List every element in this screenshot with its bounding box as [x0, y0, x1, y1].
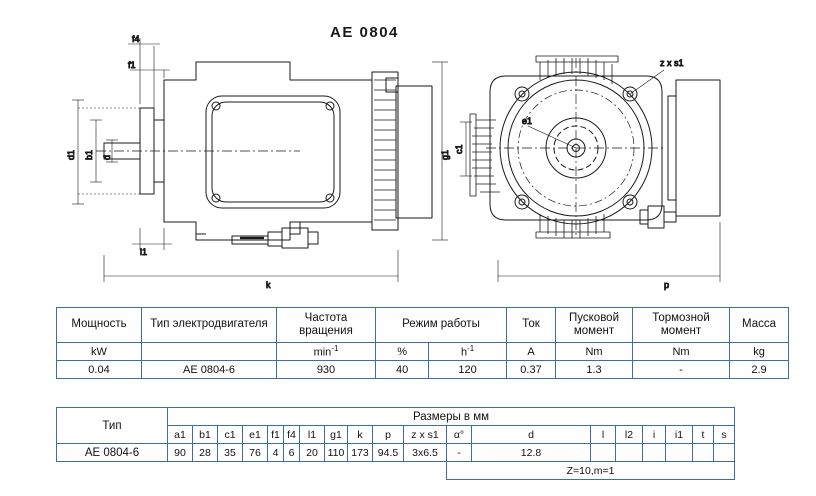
col-e1: e1	[243, 426, 268, 444]
col-g1: g1	[325, 426, 348, 444]
header-type: Тип	[57, 408, 168, 444]
dimensions-table	[56, 407, 735, 480]
col-alpha: α°	[447, 426, 472, 444]
value-power: 0.04	[57, 361, 142, 379]
col-d: d	[472, 426, 591, 444]
page-title: AE 0804	[330, 24, 399, 41]
dim-label-zxs1: z x s1	[660, 58, 684, 68]
value-zxs1: 3x6.5	[404, 444, 447, 462]
col-i1: i1	[666, 426, 693, 444]
value-b1: 28	[193, 444, 218, 462]
header-braking-torque: Тормозной момент	[633, 308, 730, 343]
unit-starting-torque: Nm	[556, 343, 633, 361]
col-p: p	[373, 426, 404, 444]
col-t: t	[693, 426, 714, 444]
value-g1: 110	[325, 444, 348, 462]
motor-front-view	[470, 56, 720, 238]
col-c1: c1	[218, 426, 243, 444]
unit-duty-hours: $h^{-1}$	[429, 343, 507, 361]
value-l	[591, 444, 616, 462]
value-mass: 2.9	[730, 361, 789, 379]
col-f1: f1	[268, 426, 284, 444]
value-l1: 20	[300, 444, 325, 462]
value-i1	[666, 444, 693, 462]
value-braking-torque: -	[633, 361, 730, 379]
value-k: 173	[348, 444, 373, 462]
header-speed: Частота вращения	[277, 308, 376, 343]
value-f1: 4	[268, 444, 284, 462]
col-i: i	[643, 426, 666, 444]
unit-mass: kg	[730, 343, 789, 361]
col-k: k	[348, 426, 373, 444]
front-view-dimensions	[460, 122, 720, 282]
value-alpha: -	[447, 444, 472, 462]
value-i	[643, 444, 666, 462]
unit-braking-torque: Nm	[633, 343, 730, 361]
col-a1: a1	[168, 426, 193, 444]
value-p: 94.5	[373, 444, 404, 462]
table-row-values	[57, 361, 789, 379]
value-e1: 76	[243, 444, 268, 462]
value-a1: 90	[168, 444, 193, 462]
value-t	[693, 444, 714, 462]
value-l2	[616, 444, 643, 462]
col-s: s	[714, 426, 735, 444]
header-dimensions-mm: Размеры в мм	[168, 408, 735, 426]
dim-label-e1: e1	[522, 116, 533, 126]
value-starting-torque: 1.3	[556, 361, 633, 379]
unit-duty-percent: %	[376, 343, 429, 361]
value-motor-type: AE 0804-6	[142, 361, 277, 379]
header-duty: Режим работы	[376, 308, 507, 343]
dim-label-f4: f4	[132, 34, 140, 44]
dim-label-b1: b1	[84, 149, 94, 160]
table-row-units	[57, 343, 789, 361]
unit-current: A	[507, 343, 556, 361]
dim-label-p: p	[664, 280, 670, 290]
value-duty-percent: 40	[376, 361, 429, 379]
dim-label-d1: d1	[66, 149, 76, 160]
note-gear: Z=10,m=1	[447, 462, 735, 480]
col-zxs1: z x s1	[404, 426, 447, 444]
value-speed: 930	[277, 361, 376, 379]
value-duty-hours: 120	[429, 361, 507, 379]
value-current: 0.37	[507, 361, 556, 379]
header-current: Ток	[507, 308, 556, 343]
table-row-note	[57, 462, 735, 480]
dim-label-g1: g1	[440, 149, 450, 160]
col-b1: b1	[193, 426, 218, 444]
unit-motor-type	[142, 343, 277, 361]
dim-label-f1: f1	[128, 60, 136, 70]
value-s	[714, 444, 735, 462]
value-d: 12.8	[472, 444, 591, 462]
col-f4: f4	[284, 426, 300, 444]
value-type: AE 0804-6	[57, 444, 168, 462]
specifications-table	[56, 307, 789, 379]
dim-label-l1: l1	[140, 247, 148, 257]
dim-label-d: d	[102, 154, 112, 160]
unit-speed: $\min^{-1}$	[277, 343, 376, 361]
table-row-values	[57, 444, 735, 462]
value-c1: 35	[218, 444, 243, 462]
col-l1: l1	[300, 426, 325, 444]
col-l2: l2	[616, 426, 643, 444]
value-f4: 6	[284, 444, 300, 462]
header-motor-type: Тип электродвигателя	[142, 308, 277, 343]
header-mass: Масса	[730, 308, 789, 343]
table-row-header	[57, 308, 789, 343]
table-row-group-header	[57, 408, 735, 426]
header-power: Мощность	[57, 308, 142, 343]
unit-power: kW	[57, 343, 142, 361]
dim-label-c1: c1	[454, 144, 464, 154]
motor-side-view	[96, 62, 432, 248]
header-starting-torque: Пусковой момент	[556, 308, 633, 343]
col-l: l	[591, 426, 616, 444]
dim-label-k: k	[266, 280, 271, 290]
